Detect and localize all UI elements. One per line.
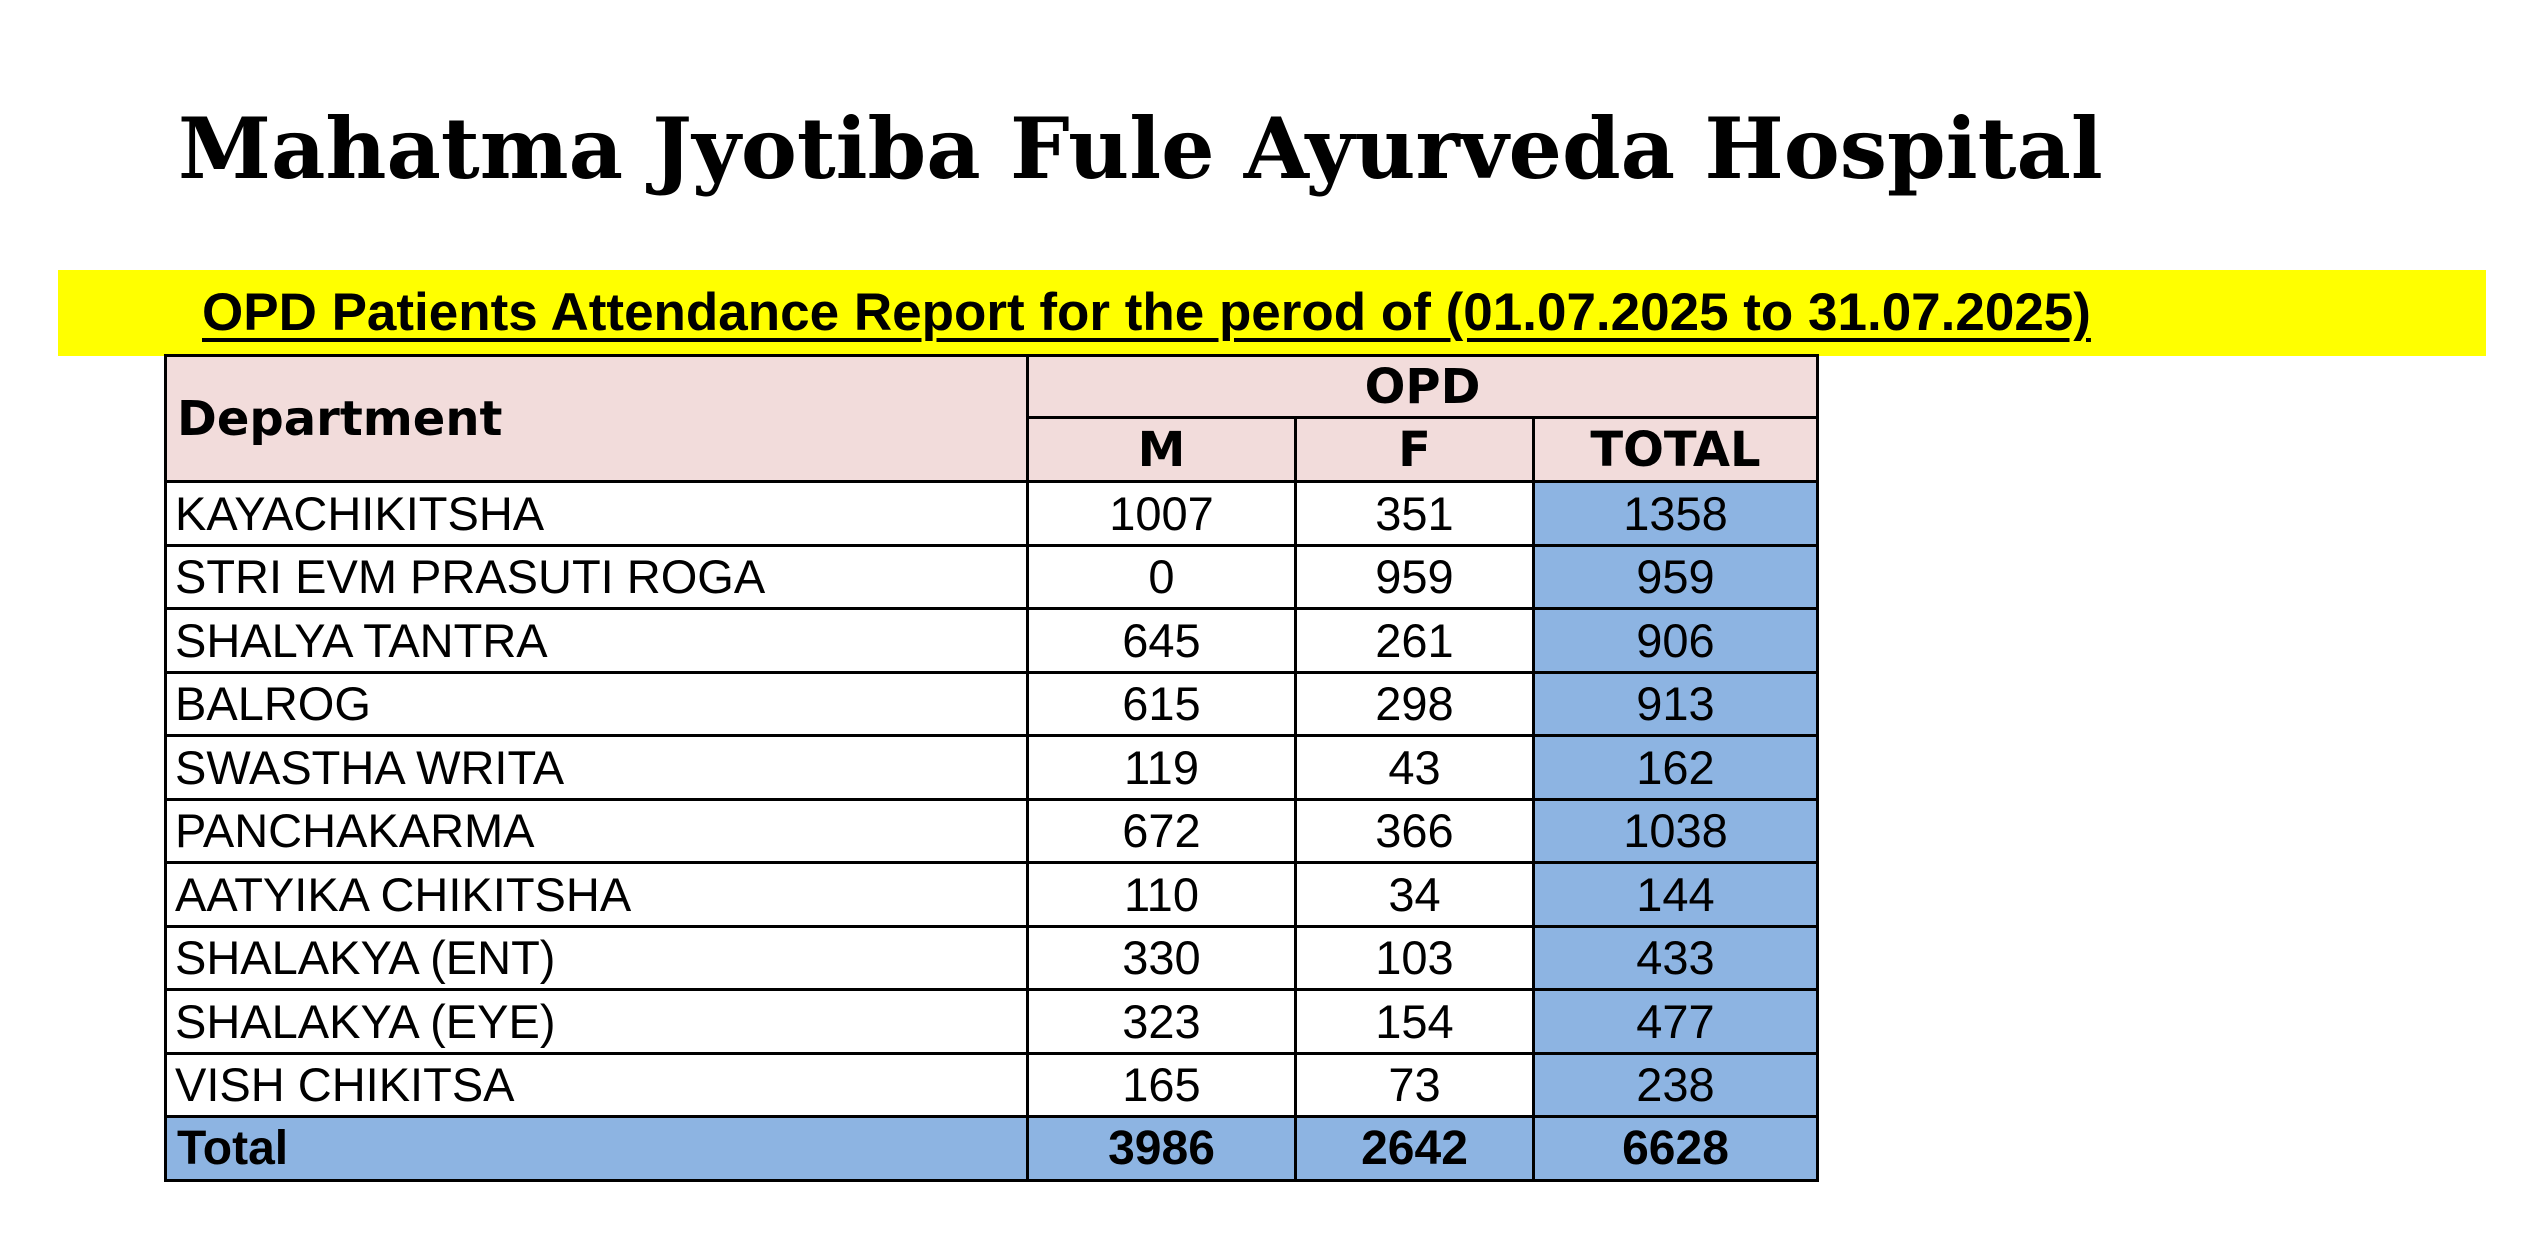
total-count-cell: 162	[1534, 736, 1818, 800]
total-count-cell: 906	[1534, 609, 1818, 673]
total-count-cell: 238	[1534, 1053, 1818, 1117]
male-count-cell: 119	[1028, 736, 1296, 800]
male-count-cell: 0	[1028, 545, 1296, 609]
table-header	[166, 356, 1818, 482]
total-count-cell: 144	[1534, 863, 1818, 927]
male-count-cell: 165	[1028, 1053, 1296, 1117]
total-count-cell: 959	[1534, 545, 1818, 609]
opd-attendance-table	[164, 354, 1819, 1182]
department-cell: VISH CHIKITSA	[166, 1053, 1028, 1117]
table-row	[166, 926, 1818, 990]
table-row	[166, 609, 1818, 673]
total-count-cell: 433	[1534, 926, 1818, 990]
male-count-cell: 1007	[1028, 482, 1296, 546]
table-body	[166, 482, 1818, 1117]
total-column-header: TOTAL	[1534, 418, 1818, 482]
department-cell: SHALAKYA (ENT)	[166, 926, 1028, 990]
male-count-cell: 330	[1028, 926, 1296, 990]
female-count-cell: 154	[1296, 990, 1534, 1054]
female-count-cell: 73	[1296, 1053, 1534, 1117]
male-column-header: M	[1028, 418, 1296, 482]
table-row	[166, 990, 1818, 1054]
table-row	[166, 1053, 1818, 1117]
department-cell: SWASTHA WRITA	[166, 736, 1028, 800]
department-cell: SHALAKYA (EYE)	[166, 990, 1028, 1054]
grand-total-male: 3986	[1028, 1117, 1296, 1181]
table-row	[166, 672, 1818, 736]
table-footer	[166, 1117, 1818, 1181]
grand-total-all: 6628	[1534, 1117, 1818, 1181]
male-count-cell: 645	[1028, 609, 1296, 673]
grand-total-row	[166, 1117, 1818, 1181]
female-count-cell: 34	[1296, 863, 1534, 927]
department-column-header: Department	[166, 356, 1028, 482]
department-cell: STRI EVM PRASUTI ROGA	[166, 545, 1028, 609]
total-count-cell: 913	[1534, 672, 1818, 736]
female-count-cell: 43	[1296, 736, 1534, 800]
table-row	[166, 545, 1818, 609]
report-subtitle: OPD Patients Attendance Report for the perod of (01.07.2025 to 31.07.2025)	[202, 283, 2091, 342]
male-count-cell: 323	[1028, 990, 1296, 1054]
grand-total-female: 2642	[1296, 1117, 1534, 1181]
female-count-cell: 959	[1296, 545, 1534, 609]
female-column-header: F	[1296, 418, 1534, 482]
male-count-cell: 672	[1028, 799, 1296, 863]
opd-group-header: OPD	[1028, 356, 1818, 418]
department-cell: AATYIKA CHIKITSHA	[166, 863, 1028, 927]
table-row	[166, 736, 1818, 800]
grand-total-label: Total	[166, 1117, 1028, 1181]
total-count-cell: 1358	[1534, 482, 1818, 546]
female-count-cell: 351	[1296, 482, 1534, 546]
page-title: Mahatma Jyotiba Fule Ayurveda Hospital	[178, 99, 2103, 198]
table-row	[166, 482, 1818, 546]
department-cell: PANCHAKARMA	[166, 799, 1028, 863]
female-count-cell: 103	[1296, 926, 1534, 990]
department-cell: BALROG	[166, 672, 1028, 736]
male-count-cell: 110	[1028, 863, 1296, 927]
department-cell: SHALYA TANTRA	[166, 609, 1028, 673]
total-count-cell: 1038	[1534, 799, 1818, 863]
female-count-cell: 298	[1296, 672, 1534, 736]
table-row	[166, 799, 1818, 863]
female-count-cell: 366	[1296, 799, 1534, 863]
department-cell: KAYACHIKITSHA	[166, 482, 1028, 546]
female-count-cell: 261	[1296, 609, 1534, 673]
male-count-cell: 615	[1028, 672, 1296, 736]
table-row	[166, 863, 1818, 927]
total-count-cell: 477	[1534, 990, 1818, 1054]
